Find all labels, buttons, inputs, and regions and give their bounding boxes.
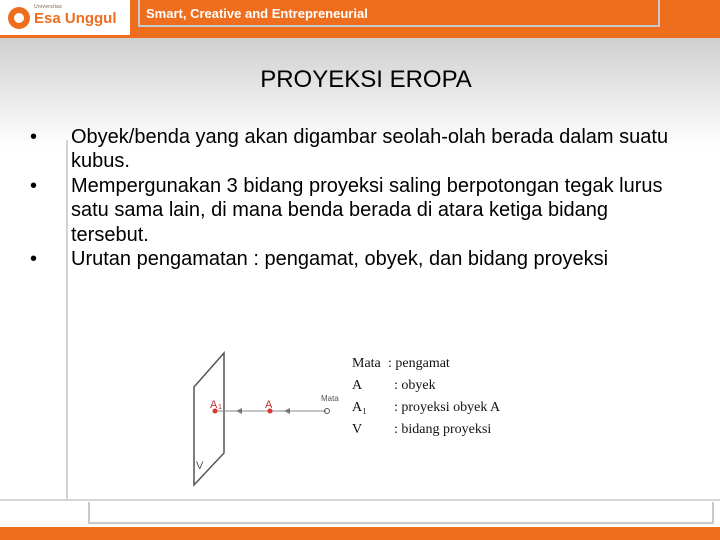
logo-text: Esa Unggul xyxy=(34,10,117,27)
bullet-text: Urutan pengamatan : pengamat, obyek, dan bidang proyeksi xyxy=(71,248,609,271)
label-mata: Mata xyxy=(321,394,339,403)
projection-figure xyxy=(180,345,535,487)
footer-bar xyxy=(0,527,720,540)
bullet-dot-icon: • xyxy=(30,174,38,197)
slide-title: PROYEKSI EROPA xyxy=(260,66,472,93)
footer-frame xyxy=(88,502,714,524)
bullet-text: Mempergunakan 3 bidang proyeksi saling berpotongan tegak lurus satu sama lain, di mana benda berada di atara ketiga bidang tersebut. xyxy=(71,174,663,246)
university-logo xyxy=(0,0,130,38)
bullet-dot-icon: • xyxy=(30,248,38,271)
legend-text: : obyek xyxy=(394,378,436,393)
bullet-item xyxy=(30,174,680,247)
bullet-dot-icon: • xyxy=(30,126,38,148)
label-a1: A xyxy=(210,399,218,411)
legend-key: A₁ xyxy=(352,400,367,415)
legend-text: : pengamat xyxy=(388,356,450,371)
bullet-list xyxy=(30,125,680,271)
arrow-icon xyxy=(284,408,290,414)
footer-divider xyxy=(0,499,720,501)
logo-small-text: Universitas xyxy=(34,4,63,10)
tagline: Smart, Creative and Entrepreneurial xyxy=(146,6,368,21)
legend-key: Mata xyxy=(352,356,381,371)
legend-text: : bidang proyeksi xyxy=(394,422,492,437)
legend-key: V xyxy=(352,422,363,437)
legend-key: A xyxy=(352,378,363,393)
legend-text: : proyeksi obyek A xyxy=(394,400,501,415)
projection-diagram xyxy=(180,345,535,487)
logo-emblem-icon xyxy=(8,7,30,29)
bullet-text: Obyek/benda yang akan digambar seolah-olah berada dalam suatu kubus. xyxy=(71,126,669,173)
arrow-icon xyxy=(236,408,242,414)
label-a1-sub: 1 xyxy=(218,404,222,411)
label-a: A xyxy=(265,399,273,411)
label-v: V xyxy=(196,460,204,472)
bullet-item xyxy=(30,247,680,271)
bullet-item xyxy=(30,125,680,174)
